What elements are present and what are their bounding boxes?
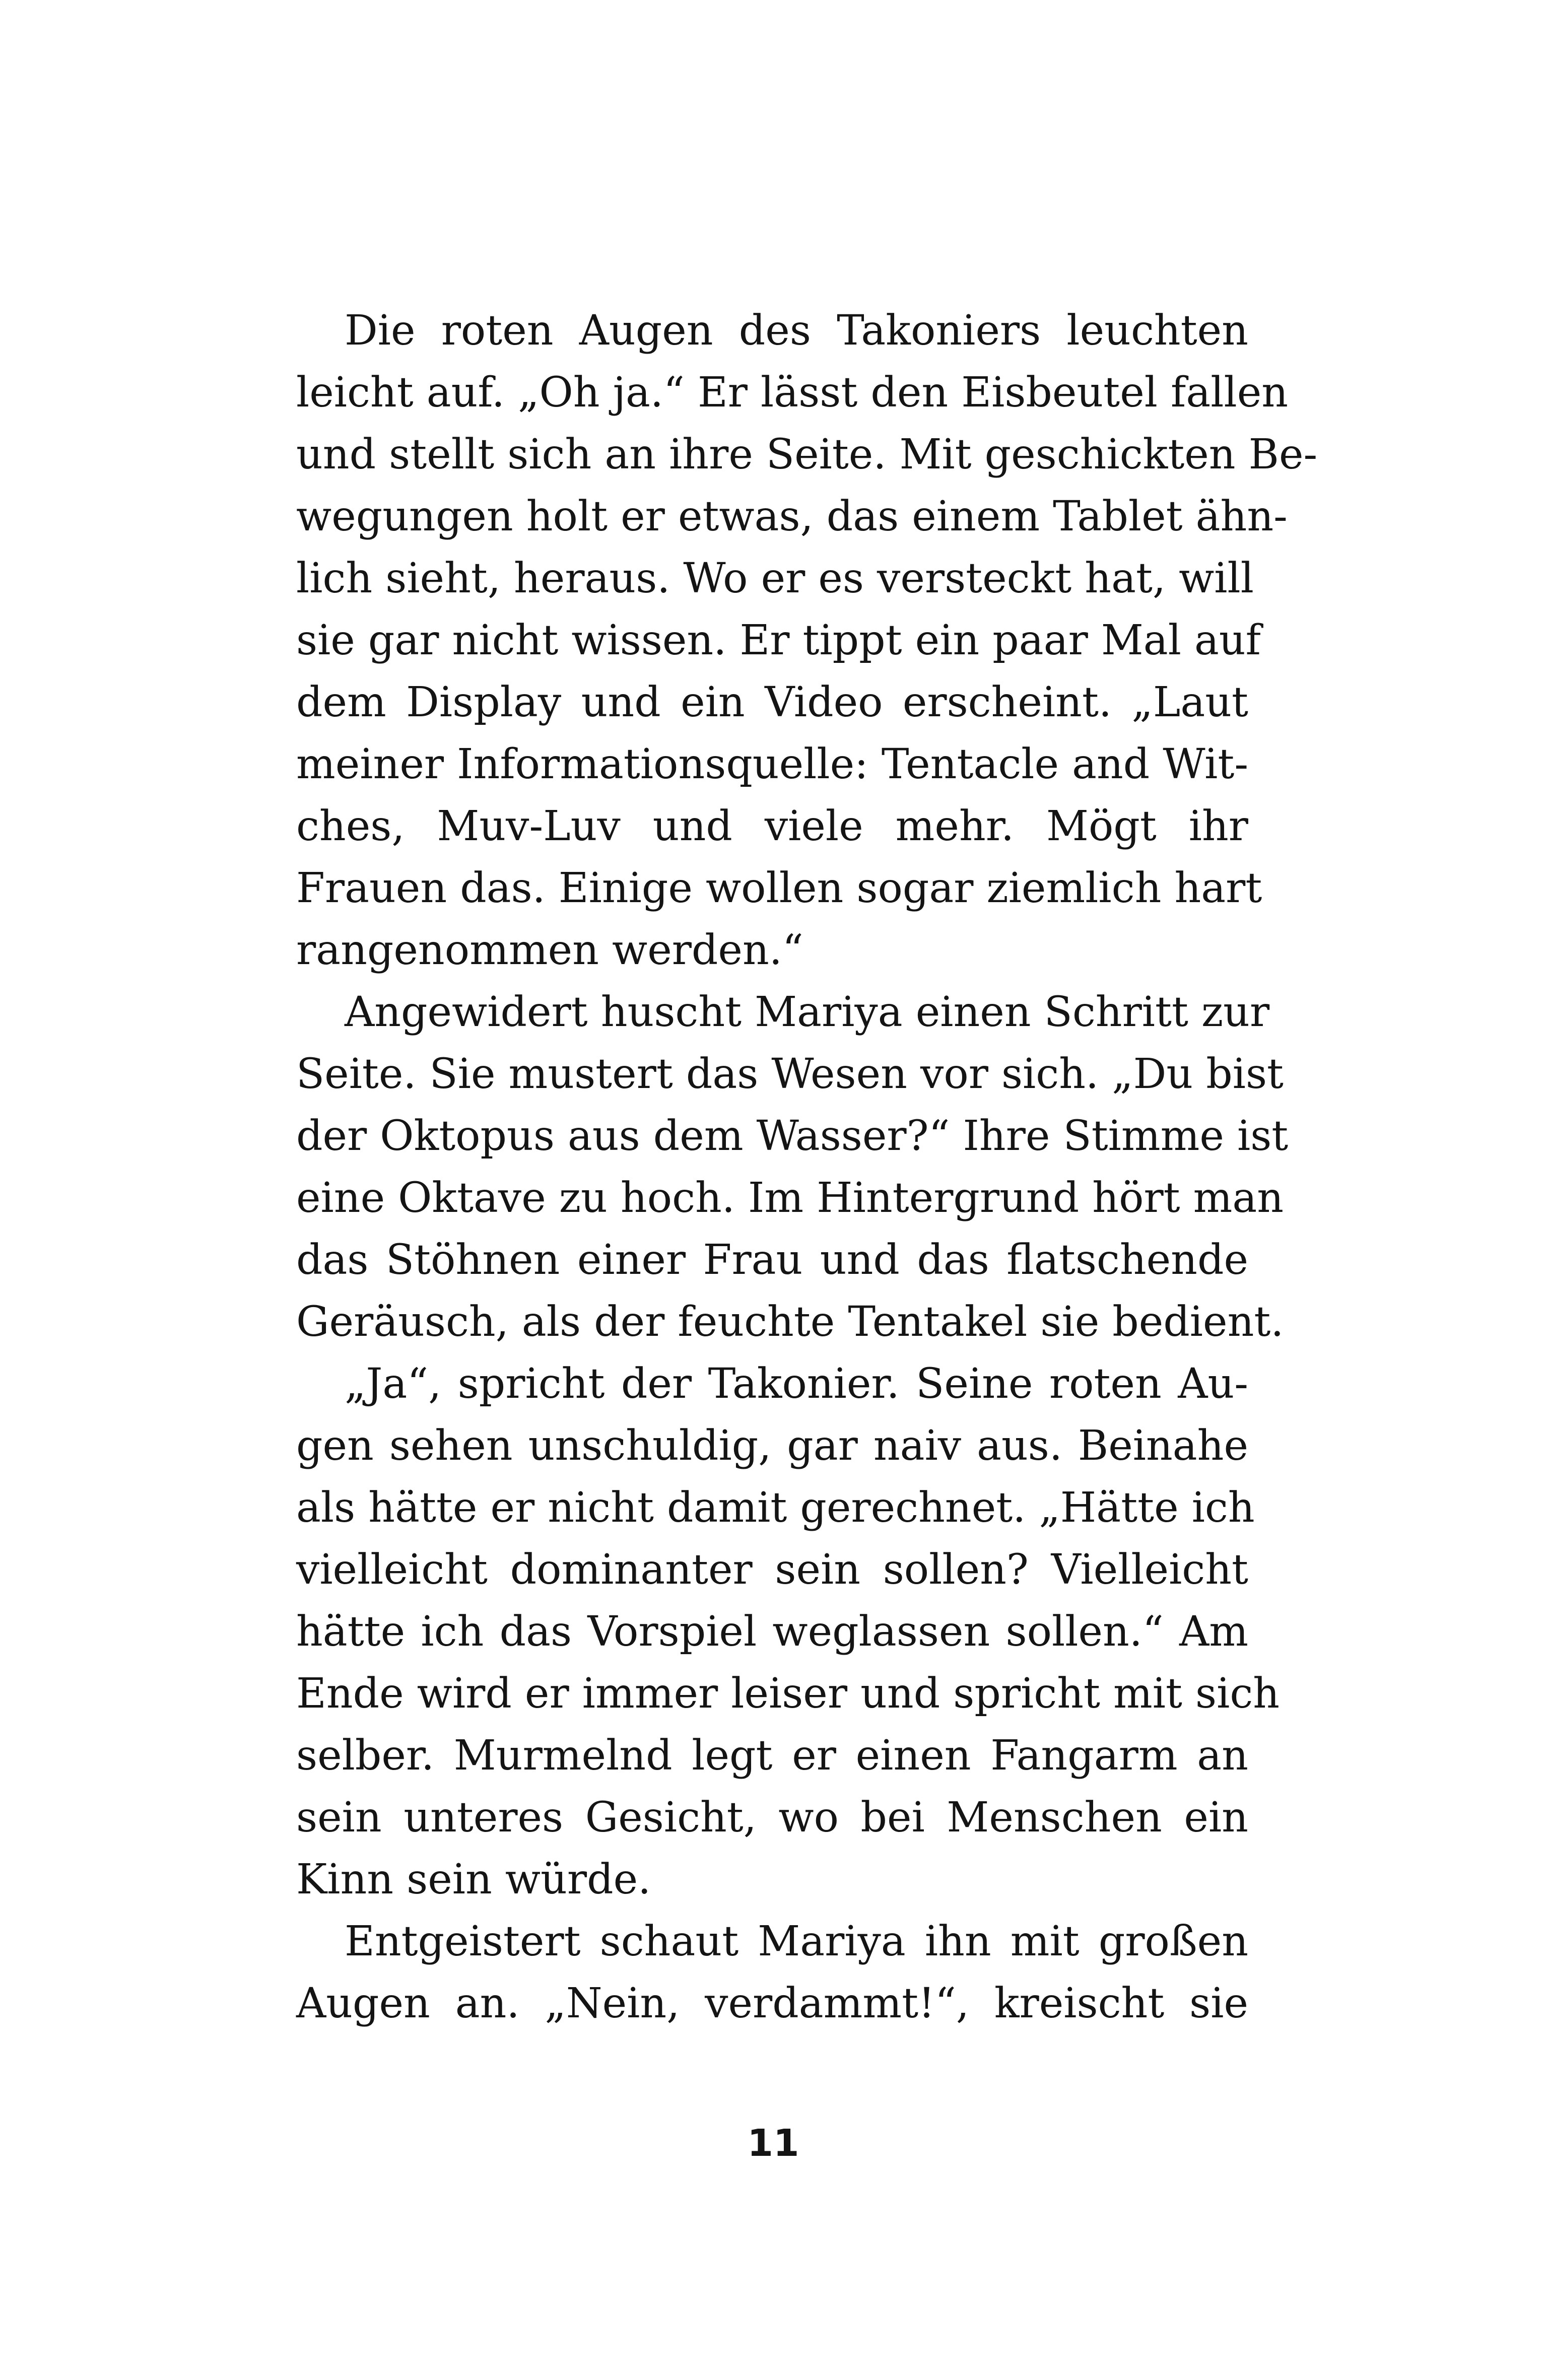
- text-line: sein unteres Gesicht, wo bei Menschen ein: [296, 1794, 1248, 1842]
- text-line: Angewidert huscht Mariya einen Schritt zur: [345, 988, 1270, 1036]
- text-line: Ende wird er immer leiser und spricht mit sich: [296, 1670, 1280, 1718]
- text-line: rangenommen werden.“: [296, 926, 803, 974]
- text-line: wegungen holt er etwas, das einem Tablet ähn-: [296, 493, 1288, 540]
- text-line: eine Oktave zu hoch. Im Hintergrund hört man: [296, 1174, 1284, 1222]
- text-line: vielleicht dominanter sein sollen? Vielleicht: [296, 1546, 1248, 1594]
- text-line: Augen an. „Nein, verdammt!“, kreischt sie: [296, 1980, 1248, 2027]
- text-line: gen sehen unschuldig, gar naiv aus. Beinahe: [296, 1422, 1248, 1470]
- text-line: Die roten Augen des Takoniers leuchten: [345, 307, 1248, 355]
- text-line: Kinn sein würde.: [296, 1856, 651, 1903]
- text-line: dem Display und ein Video erscheint. „Laut: [296, 678, 1248, 726]
- text-line: Geräusch, als der feuchte Tentakel sie bedient.: [296, 1298, 1284, 1346]
- text-line: meiner Informationsquelle: Tentacle and Wit-: [296, 740, 1249, 788]
- text-line: Frauen das. Einige wollen sogar ziemlich hart: [296, 864, 1262, 912]
- text-line: leicht auf. „Oh ja.“ Er lässt den Eisbeutel fallen: [296, 369, 1289, 417]
- text-line: selber. Murmelnd legt er einen Fangarm an: [296, 1732, 1248, 1780]
- text-line: „Ja“, spricht der Takonier. Seine roten Au-: [345, 1360, 1248, 1408]
- text-line: ches, Muv-Luv und viele mehr. Mögt ihr: [296, 802, 1248, 850]
- text-line: das Stöhnen einer Frau und das flatschende: [296, 1236, 1248, 1284]
- text-line: sie gar nicht wissen. Er tippt ein paar Mal auf: [296, 617, 1261, 664]
- text-line: und stellt sich an ihre Seite. Mit geschickten Be-: [296, 431, 1318, 479]
- page-number: 11: [747, 2122, 799, 2165]
- body-text: [296, 300, 1318, 2034]
- text-line: der Oktopus aus dem Wasser?“ Ihre Stimme ist: [296, 1112, 1289, 1160]
- text-line: hätte ich das Vorspiel weglassen sollen.“ Am: [296, 1608, 1248, 1656]
- text-line: als hätte er nicht damit gerechnet. „Hätte ich: [296, 1484, 1255, 1532]
- text-line: lich sieht, heraus. Wo er es versteckt hat, will: [296, 555, 1254, 602]
- text-line: Seite. Sie mustert das Wesen vor sich. „Du bist: [296, 1050, 1284, 1098]
- text-line: Entgeistert schaut Mariya ihn mit großen: [345, 1918, 1248, 1965]
